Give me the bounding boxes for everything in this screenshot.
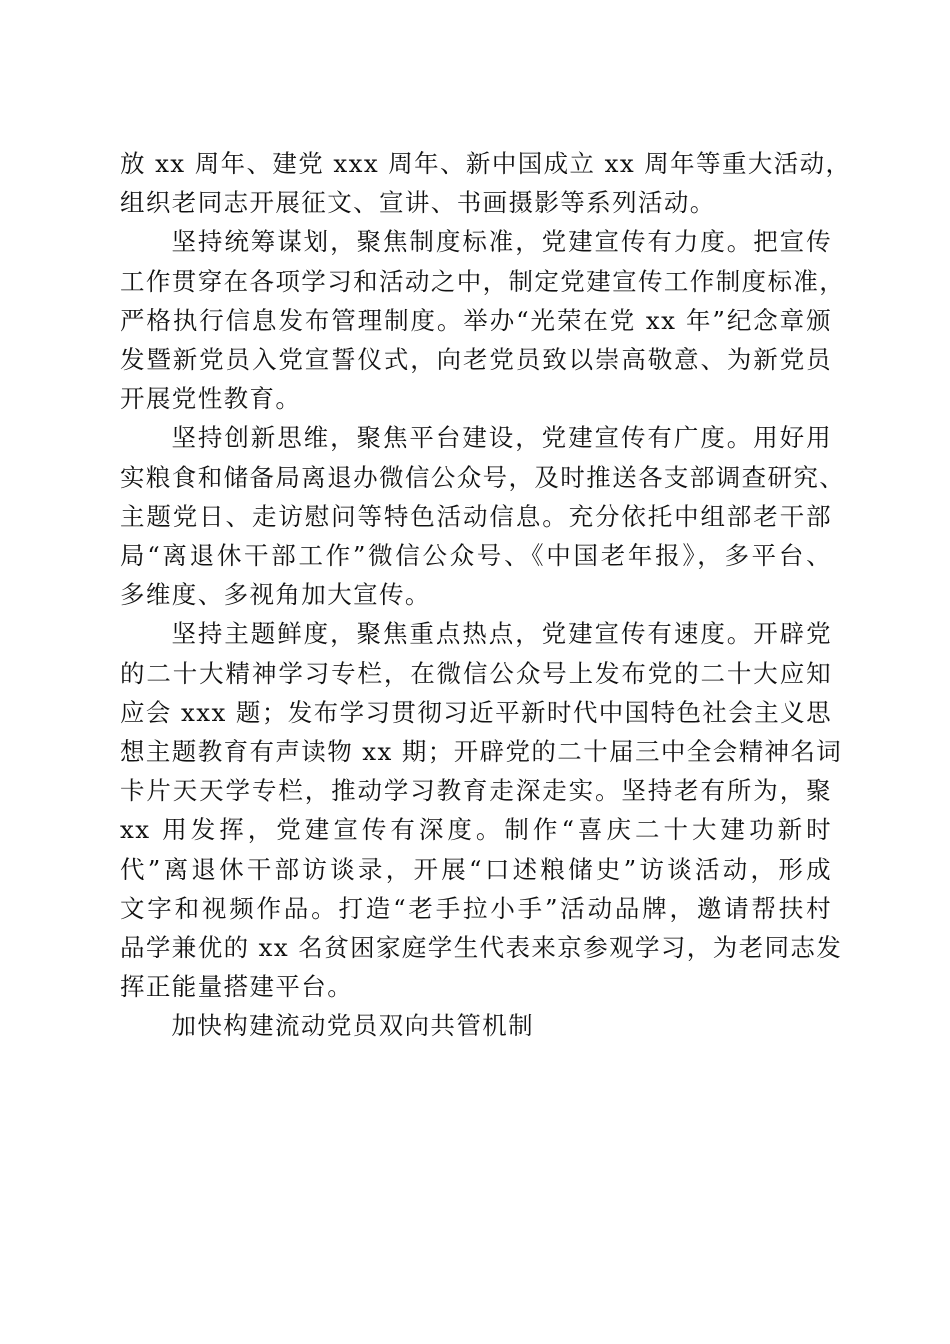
paragraph-publicity-strength (120, 222, 846, 418)
text-line: 发暨新党员入党宣誓仪式，向老党员致以崇高敬意、为新党员 (120, 345, 832, 375)
text-line: 应会 xxx 题；发布学习贯彻习近平新时代中国特色社会主义思 (120, 697, 832, 727)
paragraph-publicity-speed (120, 614, 843, 1006)
text-line: xx 用发挥，党建宣传有深度。制作“喜庆二十大建功新时 (120, 815, 832, 845)
text-line: 局“离退休干部工作”微信公众号、《中国老年报》，多平台、 (120, 541, 832, 571)
paragraph-publicity-breadth (120, 418, 846, 614)
section-heading (120, 1006, 832, 1045)
text-line: 坚持创新思维，聚焦平台建设，党建宣传有广度。用好用 (171, 423, 832, 453)
text-line: 实粮食和储备局离退办微信公众号，及时推送各支部调查研究、 (120, 462, 846, 492)
paragraph-continuation (120, 144, 852, 222)
text-line: 的二十大精神学习专栏，在微信公众号上发布党的二十大应知 (120, 658, 832, 688)
text-line: 想主题教育有声读物 xx 期；开辟党的二十届三中全会精神名词 (120, 737, 843, 767)
text-line: 坚持主题鲜度，聚焦重点热点，党建宣传有速度。开辟党 (171, 619, 832, 649)
text-line: 坚持统筹谋划，聚焦制度标准，党建宣传有力度。把宣传 (171, 227, 832, 257)
text-line: 严格执行信息发布管理制度。举办“光荣在党 xx 年”纪念章颁 (120, 305, 832, 335)
text-line: 挥正能量搭建平台。 (120, 972, 354, 1002)
text-line: 代”离退休干部访谈录，开展“口述粮储史”访谈活动，形成 (120, 854, 832, 884)
text-line: 品学兼优的 xx 名贫困家庭学生代表来京参观学习，为老同志发 (120, 933, 843, 963)
text-line: 主题党日、走访慰问等特色活动信息。充分依托中组部老干部 (120, 501, 832, 531)
text-line: 放 xx 周年、建党 xxx 周年、新中国成立 xx 周年等重大活动， (120, 149, 852, 178)
text-line: 多维度、多视角加大宣传。 (120, 580, 431, 610)
document-body (120, 144, 852, 1046)
text-line: 文字和视频作品。打造“老手拉小手”活动品牌，邀请帮扶村 (120, 893, 832, 923)
text-line: 工作贯穿在各项学习和活动之中，制定党建宣传工作制度标准， (120, 266, 846, 296)
section-heading-text: 加快构建流动党员双向共管机制 (171, 1011, 535, 1041)
text-line: 开展党性教育。 (120, 384, 302, 414)
text-line: 组织老同志开展征文、宣讲、书画摄影等系列活动。 (120, 188, 716, 218)
text-line: 卡片天天学专栏，推动学习教育走深走实。坚持老有所为，聚 (120, 776, 832, 806)
